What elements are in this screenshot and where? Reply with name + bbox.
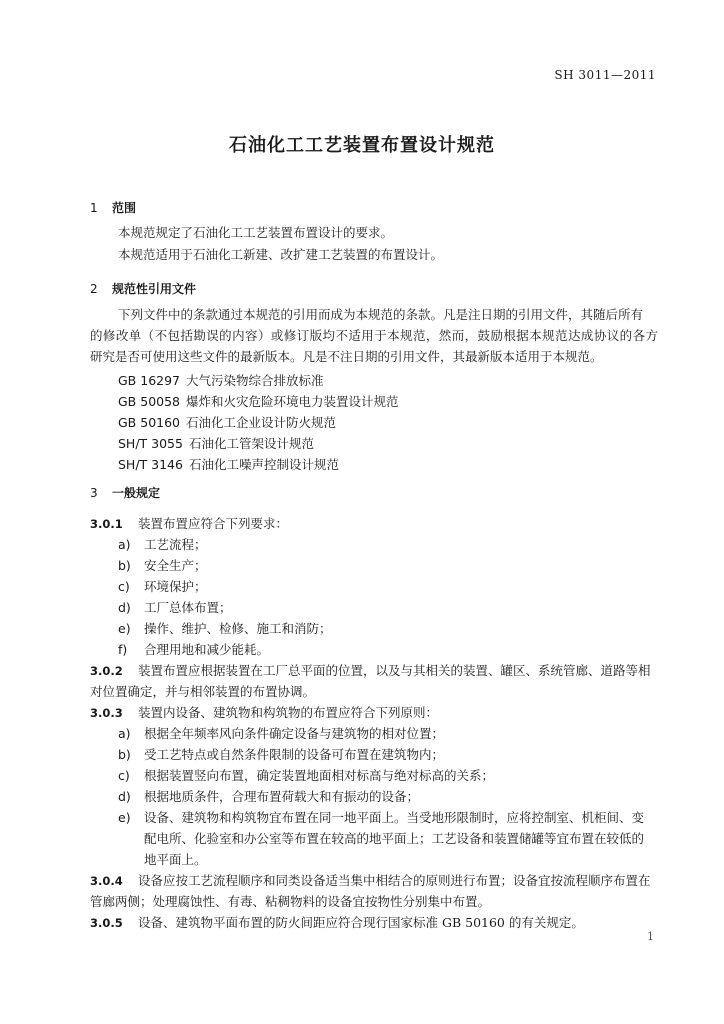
list-item — [118, 808, 644, 826]
clause-3-0-1 — [90, 514, 288, 532]
list-item — [118, 598, 232, 616]
clause-number: 3.0.5 — [90, 916, 123, 930]
standard-code-header: SH 3011—2011 — [554, 68, 656, 82]
list-marker: b) — [118, 747, 131, 762]
reference-code: GB 16297 — [118, 373, 180, 388]
list-text: 工艺流程； — [144, 537, 207, 552]
clause-number: 3.0.2 — [90, 664, 123, 678]
clause-3-0-3 — [90, 703, 438, 721]
list-item — [118, 535, 207, 553]
clause-number: 3.0.3 — [90, 706, 123, 720]
reference-code: GB 50160 — [118, 415, 180, 430]
list-marker: a) — [118, 726, 131, 741]
reference-item — [118, 392, 399, 410]
list-text: 合理用地和减少能耗。 — [144, 642, 270, 657]
references-intro-line-3: 研究是否可使用这些文件的最新版本。凡是不注日期的引用文件，其最新版本适用于本规范。 — [90, 349, 603, 364]
list-item — [118, 556, 207, 574]
list-text: 根据全年频率风向条件确定设备与建筑物的相对位置； — [144, 726, 445, 741]
reference-item — [118, 413, 336, 431]
clause-number: 3.0.1 — [90, 517, 123, 531]
clause-text: 装置布置应根据装置在工厂总平面的位置，以及与其相关的装置、罐区、系统管廊、道路等相 — [138, 663, 651, 678]
clause-continuation: 管廊两侧；处理腐蚀性、有毒、粘稠物料的设备宜按物性分别集中布置。 — [90, 894, 491, 909]
list-marker: f) — [118, 642, 128, 657]
reference-title: 石油化工噪声控制设计规范 — [188, 457, 339, 472]
clause-text: 设备应按工艺流程顺序和同类设备适当集中相结合的原则进行布置；设备宜按流程顺序布置在 — [138, 873, 651, 888]
reference-item — [118, 371, 324, 389]
list-marker: d) — [118, 789, 131, 804]
list-text: 受工艺特点或自然条件限制的设备可布置在建筑物内； — [144, 747, 445, 762]
scope-paragraph-1: 本规范规定了石油化工工艺装置布置设计的要求。 — [118, 225, 394, 240]
section-number: 2 — [90, 282, 98, 296]
clause-continuation: 对位置确定，并与相邻装置的布置协调。 — [90, 684, 316, 699]
section-heading-references — [90, 280, 196, 297]
section-heading-scope — [90, 199, 136, 216]
scope-paragraph-2: 本规范适用于石油化工新建、改扩建工艺装置的布置设计。 — [118, 247, 444, 262]
reference-title: 爆炸和火灾危险环境电力装置设计规范 — [186, 394, 399, 409]
reference-item — [118, 434, 314, 452]
clause-text: 装置布置应符合下列要求： — [138, 516, 289, 531]
list-marker: e) — [118, 810, 131, 825]
reference-code: SH/T 3146 — [118, 457, 183, 472]
list-item — [118, 787, 419, 805]
list-marker: c) — [118, 579, 130, 594]
section-title: 一般规定 — [112, 486, 161, 500]
clause-number: 3.0.4 — [90, 874, 123, 888]
reference-title: 石油化工企业设计防火规范 — [186, 415, 337, 430]
list-text: 环境保护； — [144, 579, 207, 594]
list-marker: c) — [118, 768, 130, 783]
list-marker: b) — [118, 558, 131, 573]
list-item — [118, 640, 269, 658]
document-title: 石油化工工艺装置布置设计规范 — [229, 135, 495, 156]
clause-3-0-4 — [90, 871, 651, 889]
list-marker: e) — [118, 621, 131, 636]
list-text: 设备、建筑物和构筑物宜布置在同一地平面上。当受地形限制时，应将控制室、机柜间、变 — [144, 810, 645, 825]
reference-title: 大气污染物综合排放标准 — [186, 373, 324, 388]
list-text: 根据装置竖向布置，确定装置地面相对标高与绝对标高的关系； — [144, 768, 495, 783]
list-item — [118, 619, 332, 637]
references-intro-line-1: 下列文件中的条款通过本规范的引用而成为本规范的条款。凡是注日期的引用文件，其随后所有 — [118, 307, 644, 322]
list-item — [118, 577, 207, 595]
reference-item — [118, 455, 339, 473]
reference-code: SH/T 3055 — [118, 436, 183, 451]
list-item-continuation: 配电所、化验室和办公室等布置在较高的地平面上；工艺设备和装置储罐等宜布置在较低的 — [144, 831, 645, 846]
section-title: 范围 — [112, 201, 137, 215]
clause-text: 装置内设备、建筑物和构筑物的布置应符合下列原则： — [138, 705, 439, 720]
clause-3-0-2 — [90, 661, 651, 679]
clause-text: 设备、建筑物平面布置的防火间距应符合现行国家标准 GB 50160 的有关规定。 — [138, 915, 584, 930]
list-item-continuation: 地平面上。 — [144, 852, 207, 867]
section-number: 3 — [90, 486, 98, 500]
list-item — [118, 724, 444, 742]
list-marker: a) — [118, 537, 131, 552]
section-number: 1 — [90, 201, 98, 215]
list-text: 工厂总体布置； — [144, 600, 232, 615]
page-number: 1 — [647, 930, 654, 943]
list-text: 操作、维护、检修、施工和消防； — [144, 621, 332, 636]
list-text: 根据地质条件，合理布置荷载大和有振动的设备； — [144, 789, 420, 804]
list-marker: d) — [118, 600, 131, 615]
list-item — [118, 745, 444, 763]
section-title: 规范性引用文件 — [112, 282, 197, 296]
reference-code: GB 50058 — [118, 394, 180, 409]
reference-title: 石油化工管架设计规范 — [188, 436, 314, 451]
list-text: 安全生产； — [144, 558, 207, 573]
references-intro-line-2: 的修改单（不包括勘误的内容）或修订版均不适用于本规范，然而，鼓励根据本规范达成协议的各方 — [90, 328, 658, 343]
section-heading-general — [90, 484, 160, 501]
list-item — [118, 766, 494, 784]
clause-3-0-5 — [90, 913, 584, 931]
